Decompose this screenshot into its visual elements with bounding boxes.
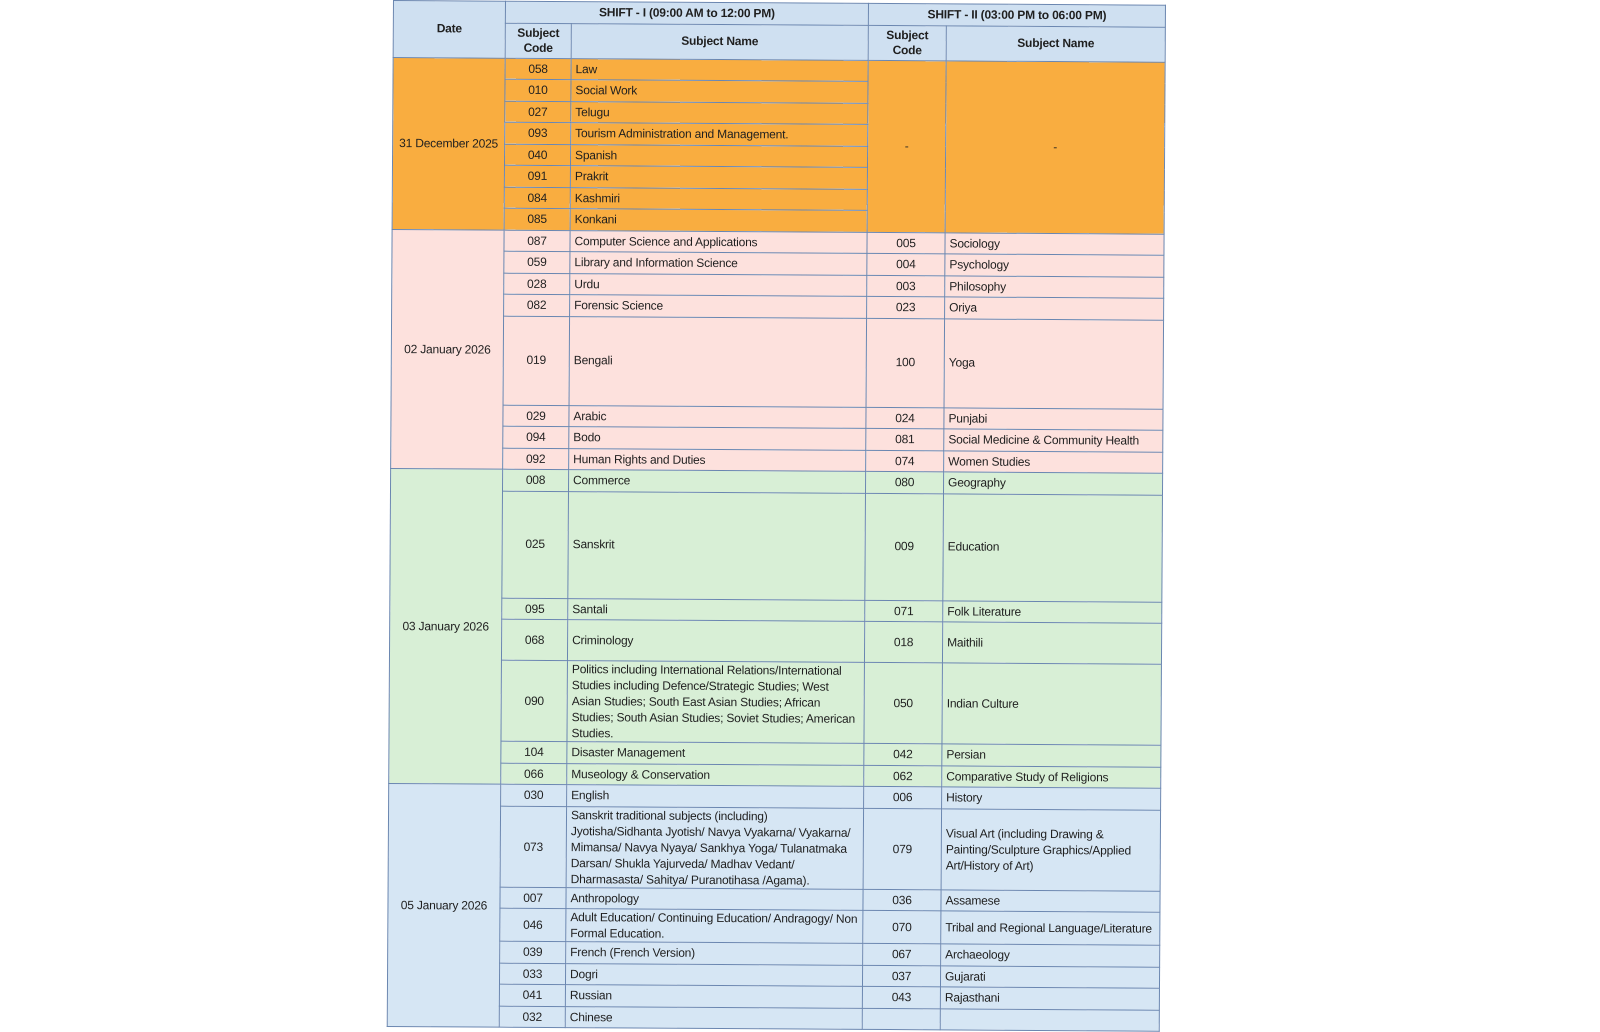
shift1-subject-name: Tourism Administration and Management. <box>571 123 868 146</box>
shift1-subject-code: 068 <box>501 619 567 660</box>
shift1-subject-code: 085 <box>504 208 570 230</box>
shift2-subject-code: 018 <box>864 621 942 662</box>
exam-date-cell: 03 January 2026 <box>389 468 503 784</box>
shift2-subject-code: 009 <box>865 493 944 600</box>
shift1-subject-code: 058 <box>505 58 571 80</box>
shift2-subject-name: Visual Art (including Drawing & Painting/Sculpture Graphics/Applied Art/History of Art) <box>941 808 1160 890</box>
shift1-subject-name: Telugu <box>571 101 868 124</box>
table-row <box>388 805 1160 891</box>
shift2-subject-name <box>940 1008 1159 1031</box>
shift2-subject-code: 080 <box>866 471 944 493</box>
table-row <box>387 1005 1159 1031</box>
header-subject-name-1: Subject Name <box>571 23 868 60</box>
shift2-subject-name: Persian <box>942 744 1161 767</box>
shift2-subject-name: Philosophy <box>945 275 1164 298</box>
shift2-subject-code: 005 <box>867 232 945 254</box>
shift2-subject-code: 074 <box>866 450 944 472</box>
shift2-subject-code: 003 <box>867 275 945 297</box>
shift2-subject-code: 100 <box>866 318 945 407</box>
table-row <box>388 907 1160 945</box>
shift1-subject-code: 007 <box>500 887 566 909</box>
shift1-subject-name: Museology & Conservation <box>567 763 864 786</box>
shift2-subject-name: Folk Literature <box>943 600 1162 623</box>
header-shift-1: SHIFT - I (09:00 AM to 12:00 PM) <box>505 1 868 25</box>
shift1-subject-name: Sanskrit traditional subjects (including) Jyotisha/Sidhanta Jyotish/ Navya Vyakarna/ Vyakarna/ Mimansa/ Navya Nyaya/ Sankhya Yoga/ Tulanatmaka Darsan/ Shukla Yajurveda/ Madhav Vedant/ Dharmasasta/ Sahitya/ Puranotihasa /Agama). <box>566 806 864 889</box>
shift2-subject-name: Comparative Study of Religions <box>942 765 1161 788</box>
shift2-subject-name: Maithili <box>942 622 1161 664</box>
shift1-subject-name: Bengali <box>569 316 867 407</box>
shift1-subject-code: 028 <box>504 273 570 295</box>
header-subject-name-2: Subject Name <box>946 25 1165 61</box>
shift1-subject-name: Konkani <box>570 209 867 232</box>
shift2-subject-code: 070 <box>863 910 941 943</box>
shift1-subject-code: 090 <box>501 660 567 741</box>
shift1-subject-code: 032 <box>499 1006 565 1028</box>
shift1-subject-code: 029 <box>503 405 569 427</box>
shift2-subject-name: Education <box>943 493 1163 601</box>
shift1-subject-name: Law <box>571 58 868 81</box>
shift1-subject-name: Human Rights and Duties <box>569 448 866 471</box>
shift1-subject-code: 091 <box>504 165 570 187</box>
shift1-subject-name: Kashmiri <box>570 187 867 210</box>
shift1-subject-code: 073 <box>500 806 566 887</box>
shift2-subject-name: Assamese <box>941 889 1160 912</box>
shift1-subject-name: Santali <box>568 598 865 621</box>
shift1-subject-name: Anthropology <box>566 887 863 910</box>
exam-schedule-sheet <box>387 0 1165 1032</box>
shift1-subject-code: 008 <box>503 469 569 491</box>
shift1-subject-code: 033 <box>499 963 565 985</box>
shift1-subject-name: Prakrit <box>570 166 867 189</box>
shift2-subject-name: Indian Culture <box>942 663 1161 745</box>
shift2-subject-code: - <box>867 60 946 232</box>
table-row <box>390 490 1163 602</box>
shift2-subject-name: Gujarati <box>940 965 1159 988</box>
shift2-subject-code: 081 <box>866 428 944 450</box>
shift1-subject-name: Disaster Management <box>567 742 864 765</box>
shift1-subject-code: 104 <box>501 741 567 763</box>
shift1-subject-code: 087 <box>504 230 570 252</box>
shift2-subject-name: Yoga <box>944 318 1164 408</box>
shift1-subject-code: 010 <box>505 79 571 101</box>
shift2-subject-name: Punjabi <box>944 407 1163 430</box>
shift1-subject-code: 093 <box>505 122 571 144</box>
shift2-subject-code: 079 <box>863 808 941 889</box>
header-subject-code-2: Subject Code <box>868 25 946 60</box>
exam-schedule-table <box>387 0 1166 1032</box>
exam-date-cell: 31 December 2025 <box>392 57 505 230</box>
shift1-subject-name: English <box>567 785 864 808</box>
shift2-subject-name: Archaeology <box>941 944 1160 967</box>
shift1-subject-name: Forensic Science <box>570 295 867 318</box>
shift2-subject-name: Rajasthani <box>940 987 1159 1010</box>
shift2-subject-code: 006 <box>864 786 942 808</box>
shift1-subject-name: Computer Science and Applications <box>570 230 867 253</box>
shift1-subject-name: Dogri <box>565 963 862 986</box>
shift1-subject-code: 030 <box>501 784 567 806</box>
header-date: Date <box>393 1 505 58</box>
shift2-subject-name: History <box>942 787 1161 810</box>
shift1-subject-code: 094 <box>503 426 569 448</box>
shift1-subject-code: 019 <box>503 316 570 405</box>
shift2-subject-code: 036 <box>863 889 941 911</box>
shift2-subject-name: Sociology <box>945 232 1164 255</box>
header-row-2 <box>393 22 1165 62</box>
shift1-subject-name: Library and Information Science <box>570 252 867 275</box>
shift1-subject-name: Arabic <box>569 405 866 428</box>
shift1-subject-name: Chinese <box>565 1006 862 1029</box>
shift2-subject-code: 062 <box>864 765 942 787</box>
shift1-subject-code: 066 <box>501 763 567 785</box>
shift2-subject-name: Psychology <box>945 254 1164 277</box>
shift2-subject-code: 024 <box>866 407 944 429</box>
shift1-subject-name: Criminology <box>567 620 864 663</box>
shift2-subject-code: 023 <box>867 296 945 318</box>
shift1-subject-name: Sanskrit <box>568 491 866 600</box>
shift2-subject-code: 067 <box>863 943 941 965</box>
shift2-subject-code: 050 <box>864 662 942 743</box>
shift1-subject-name: Spanish <box>570 144 867 167</box>
shift2-subject-code <box>862 1008 940 1030</box>
shift1-subject-name: Russian <box>565 985 862 1008</box>
shift1-subject-code: 046 <box>500 908 566 941</box>
schedule-body <box>387 57 1165 1031</box>
shift1-subject-name: French (French Version) <box>566 942 863 965</box>
table-row <box>391 315 1164 409</box>
shift2-subject-name: Tribal and Regional Language/Literature <box>941 911 1160 945</box>
shift1-subject-name: Social Work <box>571 80 868 103</box>
header-shift-2: SHIFT - II (03:00 PM to 06:00 PM) <box>868 3 1165 26</box>
shift1-subject-code: 095 <box>502 598 568 620</box>
exam-date-cell: 05 January 2026 <box>387 783 500 1027</box>
header-subject-code-1: Subject Code <box>505 23 571 58</box>
table-row <box>389 618 1161 664</box>
shift2-subject-name: Oriya <box>945 297 1164 320</box>
shift1-subject-code: 059 <box>504 251 570 273</box>
shift2-subject-code: 043 <box>862 986 940 1008</box>
shift2-subject-code: 042 <box>864 743 942 765</box>
shift2-subject-name: - <box>945 60 1165 233</box>
shift2-subject-code: 004 <box>867 253 945 275</box>
shift1-subject-name: Adult Education/ Continuing Education/ Andragogy/ Non Formal Education. <box>566 909 863 944</box>
shift1-subject-code: 039 <box>500 941 566 963</box>
shift1-subject-name: Politics including International Relations/International Studies including Defence/Strategic Studies; West Asian Studies; South East Asian Studies; African Studies; South Asian Studies; Soviet Studies; American Studies. <box>567 661 865 744</box>
shift1-subject-code: 082 <box>504 294 570 316</box>
shift1-subject-name: Bodo <box>569 427 866 450</box>
shift1-subject-code: 041 <box>499 984 565 1006</box>
shift2-subject-code: 037 <box>862 965 940 987</box>
shift2-subject-name: Women Studies <box>944 450 1163 473</box>
shift1-subject-name: Urdu <box>570 273 867 296</box>
shift2-subject-name: Social Medicine & Community Health <box>944 429 1163 452</box>
shift1-subject-code: 040 <box>504 144 570 166</box>
table-row <box>389 659 1161 745</box>
shift1-subject-code: 027 <box>505 101 571 123</box>
exam-date-cell: 02 January 2026 <box>391 229 504 469</box>
shift2-subject-code: 071 <box>865 600 943 622</box>
shift2-subject-name: Geography <box>944 472 1163 495</box>
shift1-subject-code: 084 <box>504 187 570 209</box>
shift1-subject-name: Commerce <box>569 470 866 493</box>
shift1-subject-code: 092 <box>503 448 569 470</box>
shift1-subject-code: 025 <box>502 491 569 598</box>
